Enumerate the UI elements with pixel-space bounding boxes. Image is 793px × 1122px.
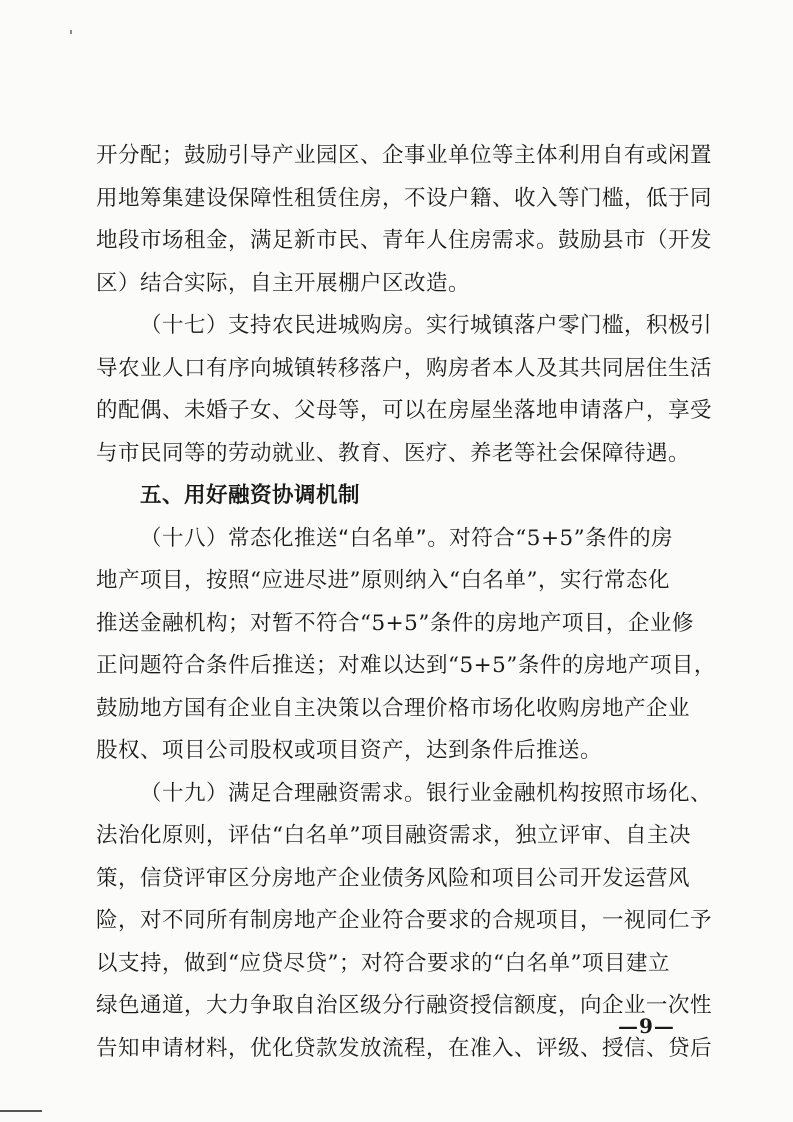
paragraph-line: 法治化原则，评估“白名单”项目融资需求，独立评审、自主决	[96, 823, 691, 848]
body-text	[96, 135, 716, 1070]
section-heading: 五、用好融资协调机制	[140, 483, 361, 508]
paragraph-line: 策，信贷评审区分房地产企业债务风险和项目公司开发运营风	[96, 865, 691, 891]
clause-19-title: （十九）满足合理融资需求。	[140, 780, 427, 806]
paragraph-line: 绿色通道，大力争取自治区级分行融资授信额度，向企业一次性	[96, 993, 713, 1018]
paragraph-line: 地段市场租金，满足新市民、青年人住房需求。鼓励县市（开发	[96, 228, 713, 253]
paragraph-line: 告知申请材料，优化贷款发放流程，在准入、评级、授信、贷后	[96, 1035, 713, 1061]
paragraph-line: 开分配；鼓励引导产业园区、企事业单位等主体利用自有或闲置	[96, 143, 713, 168]
clause-17-text: 实行城镇落户零门槛，积极引	[426, 313, 713, 338]
paragraph-line: 与市民同等的劳动就业、教育、医疗、养老等社会保障待遇。	[96, 440, 691, 466]
paragraph-line: 的配偶、未婚子女、父母等，可以在房屋坐落地申请落户，享受	[96, 398, 713, 423]
clause-17-title: （十七）支持农民进城购房。	[140, 313, 427, 338]
paragraph-line: 推送金融机构；对暂不符合“5+5”条件的房地产项目，企业修	[96, 610, 694, 636]
scan-edge-mark	[0, 1110, 42, 1112]
clause-19-text: 银行业金融机构按照市场化、	[426, 780, 713, 806]
paragraph-line: 股权、项目公司股权或项目资产，达到条件后推送。	[96, 738, 603, 763]
scan-mark	[70, 30, 72, 34]
paragraph-line: 导农业人口有序向城镇转移落户，购房者本人及其共同居住生活	[96, 355, 713, 381]
paragraph-line: 以支持，做到“应贷尽贷”；对符合要求的“白名单”项目建立	[96, 950, 670, 976]
paragraph-line: 鼓励地方国有企业自主决策以合理价格市场化收购房地产企业	[96, 695, 691, 721]
paragraph-line: 用地筹集建设保障性租赁住房，不设户籍、收入等门槛，低于同	[96, 185, 713, 211]
clause-18-title: （十八）常态化推送“白名单”。	[140, 525, 450, 551]
paragraph-line: 区）结合实际，自主开展棚户区改造。	[96, 270, 471, 296]
clause-18-text: 对符合“5+5”条件的房	[449, 525, 674, 551]
paragraph-19-first-line	[96, 773, 713, 816]
paragraph-line: 地产项目，按照“应进尽进”原则纳入“白名单”，实行常态化	[96, 568, 670, 593]
page-number: —9—	[618, 1014, 675, 1038]
paragraph-17-first-line	[96, 305, 713, 348]
paragraph-18-first-line	[96, 518, 696, 561]
paragraph-line: 险，对不同所有制房地产企业符合要求的合规项目，一视同仁予	[96, 908, 713, 933]
paragraph-line: 正问题符合条件后推送；对难以达到“5+5”条件的房地产项目，	[96, 653, 716, 678]
